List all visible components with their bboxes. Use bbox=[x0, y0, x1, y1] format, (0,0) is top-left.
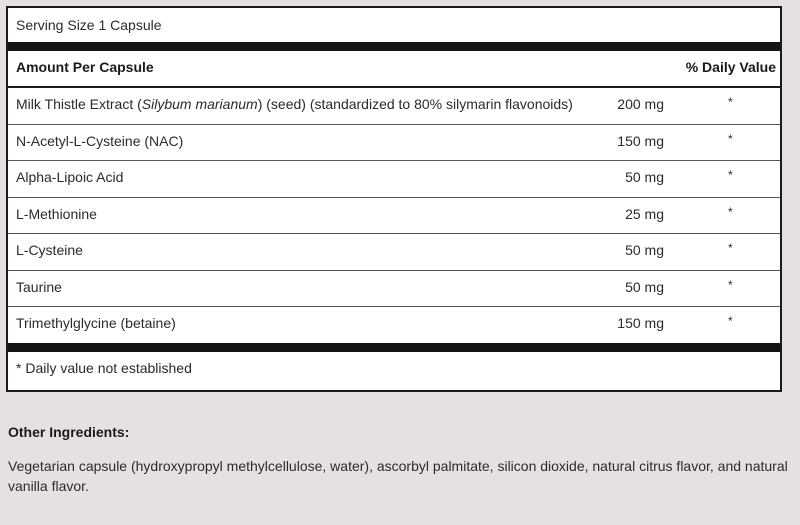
ingredient-row bbox=[8, 88, 780, 125]
ingredient-name: L-Cysteine bbox=[16, 242, 83, 258]
ingredient-row bbox=[8, 125, 780, 162]
serving-size: Serving Size 1 Capsule bbox=[16, 17, 162, 33]
ingredient-amount: 150 mg bbox=[617, 315, 664, 331]
ingredient-daily-value: * bbox=[728, 95, 733, 109]
ingredient-row bbox=[8, 234, 780, 271]
thick-divider-bottom bbox=[8, 343, 780, 352]
ingredient-name: Taurine bbox=[16, 278, 62, 295]
ingredient-amount: 25 mg bbox=[625, 205, 664, 222]
thick-divider-top bbox=[8, 42, 780, 51]
ingredient-name: Trimethylglycine (betaine) bbox=[16, 315, 176, 331]
supplement-facts-panel bbox=[6, 6, 782, 392]
ingredient-rows bbox=[8, 88, 780, 343]
ingredient-daily-value: * bbox=[728, 241, 733, 255]
ingredient-row bbox=[8, 161, 780, 198]
ingredient-name: L-Methionine bbox=[16, 205, 97, 222]
ingredient-latin-name: Silybum marianum bbox=[141, 96, 258, 112]
ingredient-amount: 50 mg bbox=[625, 169, 664, 185]
ingredient-daily-value: * bbox=[728, 168, 733, 182]
ingredient-name: N-Acetyl-L-Cysteine (NAC) bbox=[16, 132, 184, 149]
daily-value-header: % Daily Value bbox=[685, 59, 776, 75]
ingredient-daily-value: * bbox=[728, 314, 733, 328]
ingredient-amount: 50 mg bbox=[625, 242, 664, 258]
other-ingredients-title: Other Ingredients: bbox=[8, 424, 130, 440]
ingredient-row bbox=[8, 307, 780, 343]
ingredient-daily-value: * bbox=[728, 131, 733, 146]
daily-value-footnote: * Daily value not established bbox=[16, 360, 192, 376]
ingredient-row bbox=[8, 198, 780, 235]
ingredient-daily-value: * bbox=[728, 277, 733, 292]
ingredient-amount: 50 mg bbox=[625, 278, 664, 295]
ingredient-name: Milk Thistle Extract (Silybum marianum) (seed) (standardized to 80% silymarin flavonoids) bbox=[16, 96, 573, 112]
ingredient-daily-value: * bbox=[728, 204, 733, 219]
amount-per-capsule-header: Amount Per Capsule bbox=[16, 59, 154, 75]
ingredient-name: Alpha-Lipoic Acid bbox=[16, 169, 124, 185]
other-ingredients-text: Vegetarian capsule (hydroxypropyl methylcellulose, water), ascorbyl palmitate, silicon dioxide, natural citrus flavor, and natural vanilla flavor. bbox=[8, 458, 788, 494]
ingredient-amount: 150 mg bbox=[617, 132, 664, 149]
ingredient-row bbox=[8, 271, 780, 308]
ingredient-amount: 200 mg bbox=[617, 96, 664, 112]
